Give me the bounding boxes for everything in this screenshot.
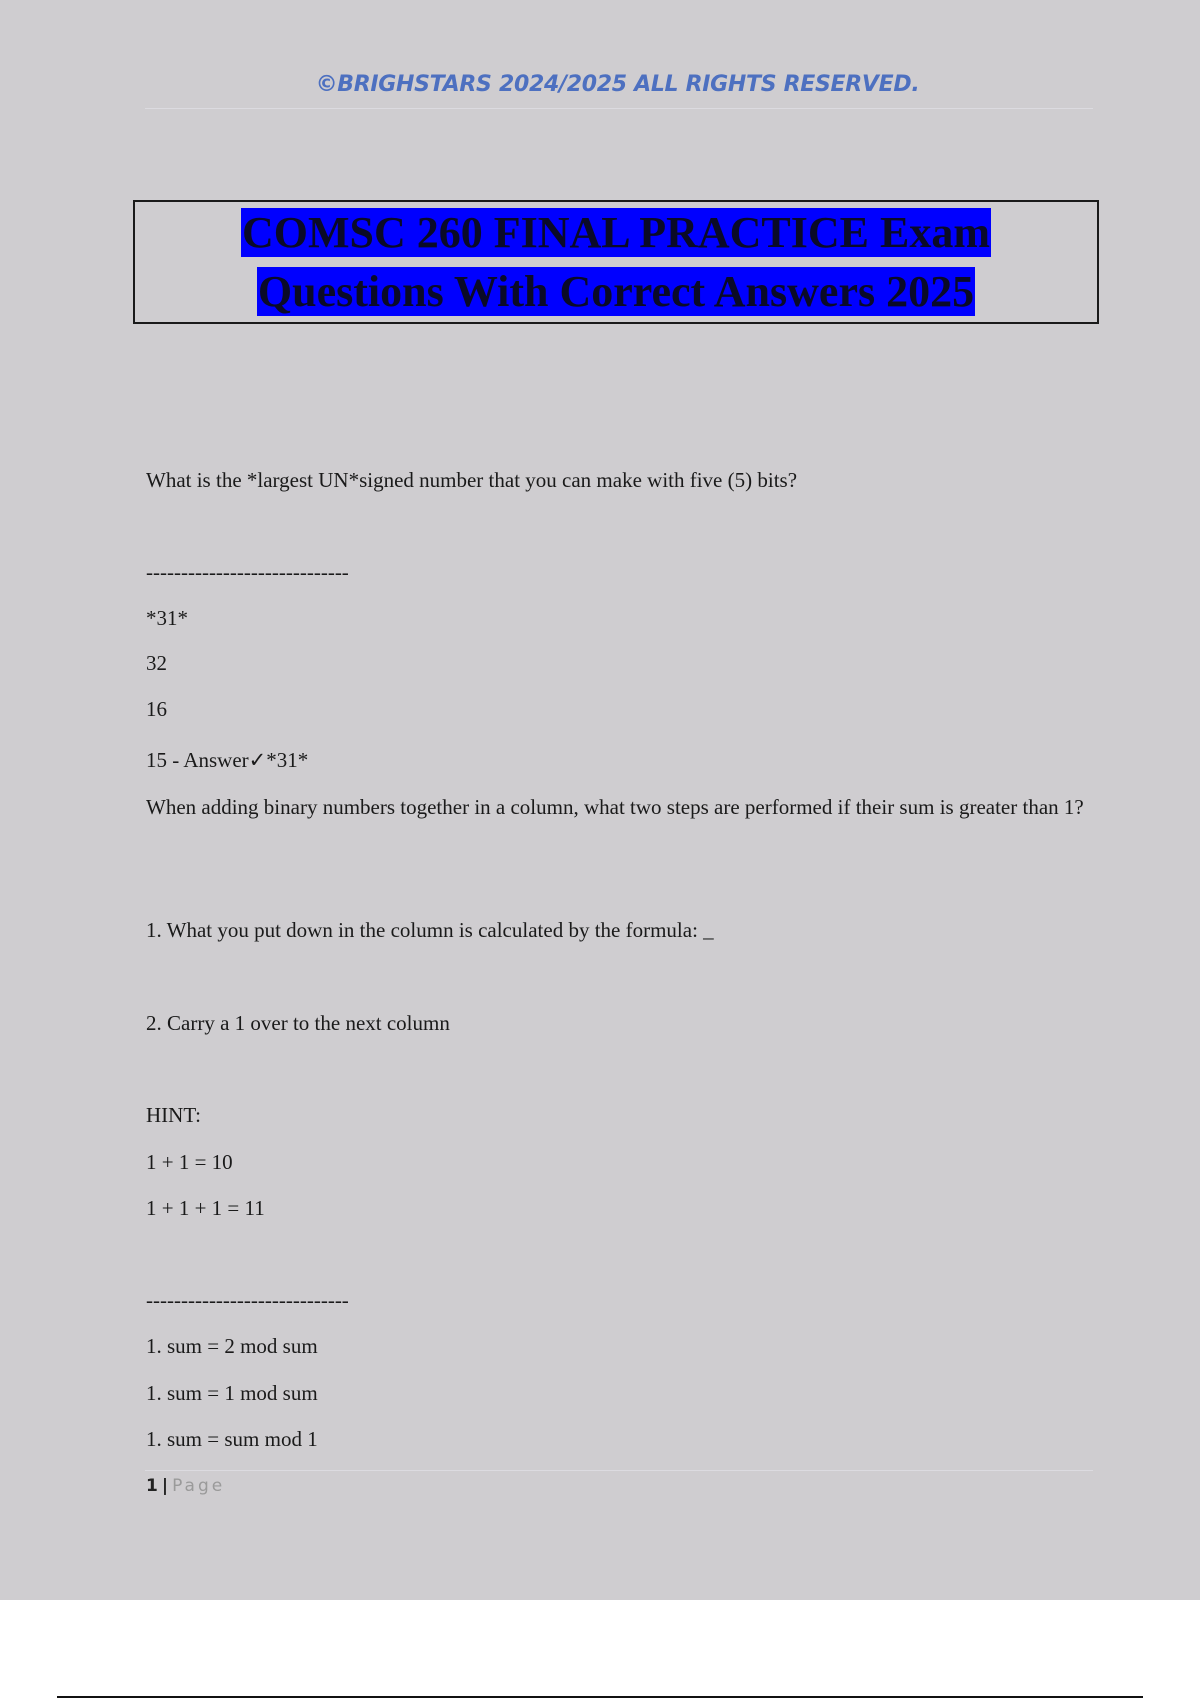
title-line-1 [135,205,1097,261]
header-divider [145,108,1093,109]
hint-label: HINT: [146,1103,201,1127]
title-line-1-text: COMSC 260 FINAL PRACTICE Exam [241,208,991,257]
question-2-option: 1. sum = 2 mod sum [146,1334,318,1358]
question-2-step-2: 2. Carry a 1 over to the next column [146,1011,450,1035]
hint-line: 1 + 1 + 1 = 11 [146,1196,265,1220]
next-page-rule [57,1696,1143,1698]
question-1-option: *31* [146,606,188,630]
hint-line: 1 + 1 = 10 [146,1150,233,1174]
question-1-divider: ----------------------------- [146,560,349,584]
question-2-option: 1. sum = 1 mod sum [146,1381,318,1405]
question-2-step-1: 1. What you put down in the column is calculated by the formula: _ [146,918,714,942]
question-1-option: 16 [146,697,167,721]
question-1: What is the *largest UN*signed number that you can make with five (5) bits? [146,468,798,492]
copyright-header: ©BRIGHSTARS 2024/2025 ALL RIGHTS RESERVED. [315,72,920,97]
title-box [133,200,1099,324]
footer-separator: | [161,1476,169,1496]
title-line-2 [135,264,1097,320]
footer-divider [145,1470,1093,1471]
page-label: Page [172,1476,226,1496]
title-line-2-text: Questions With Correct Answers 2025 [257,267,975,316]
question-2-divider: ----------------------------- [146,1288,349,1312]
question-2-option: 1. sum = sum mod 1 [146,1427,318,1451]
question-2: When adding binary numbers together in a column, what two steps are performed if their sum is greater than 1? [146,795,1084,819]
question-1-option: 32 [146,651,167,675]
page-number: 1 [146,1476,158,1496]
page-footer [146,1474,225,1498]
question-1-answer: 15 - Answer✓*31* [146,748,309,772]
